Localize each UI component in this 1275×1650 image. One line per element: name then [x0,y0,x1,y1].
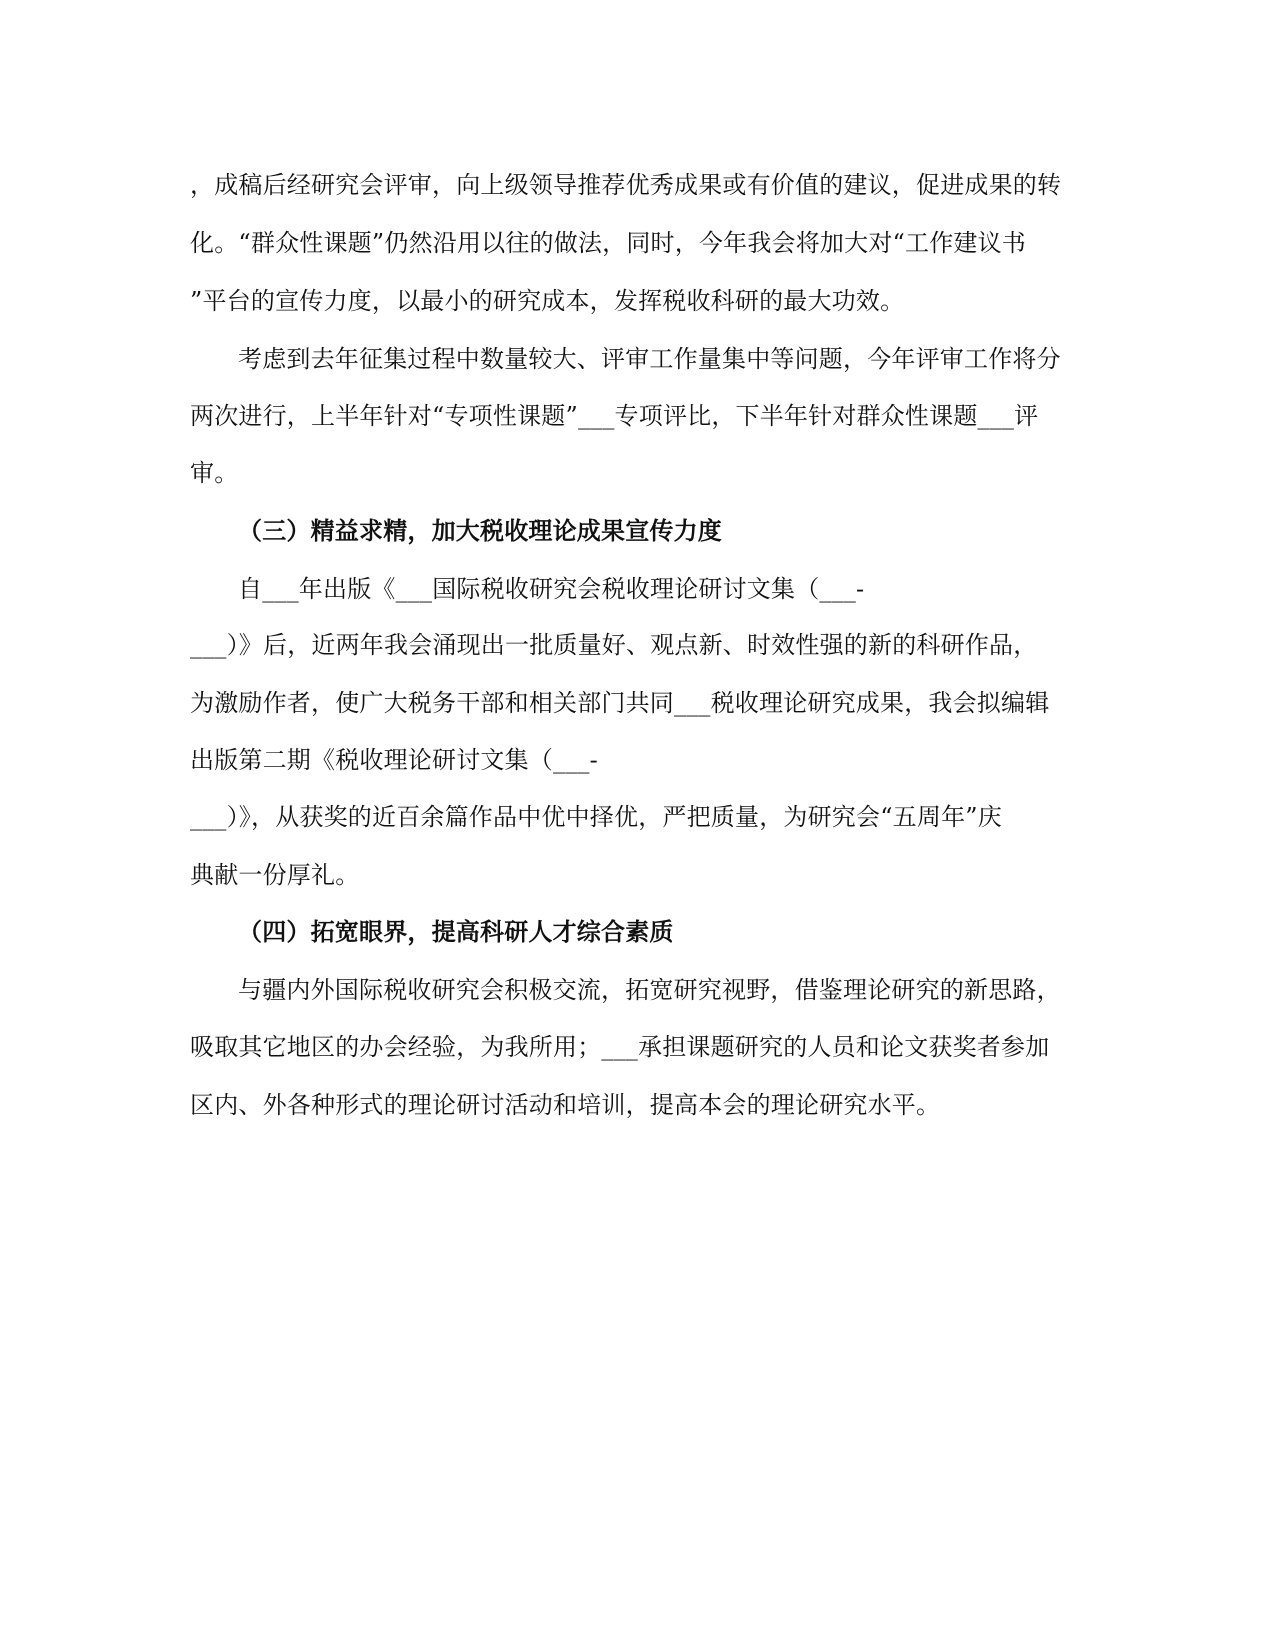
paragraph-line: 审。 [190,459,239,487]
paragraph-line: 区内、外各种形式的理论研讨活动和培训，提高本会的理论研究水平。 [190,1091,941,1119]
paragraph-line: 为激励作者，使广大税务干部和相关部门共同___税收理论研究成果，我会拟编辑 [190,689,1050,717]
paragraph-line: 考虑到去年征集过程中数量较大、评审工作量集中等问题，今年评审工作将分 [238,345,1061,373]
section-heading-4: （四）拓宽眼界，提高科研人才综合素质 [238,917,674,946]
paragraph-line: 两次进行，上半年针对“专项性课题”___专项评比，下半年针对群众性课题___评 [190,402,1039,430]
paragraph-line: ”平台的宣传力度，以最小的研究成本，发挥税收科研的最大功效。 [190,287,905,315]
section-heading-3: （三）精益求精，加大税收理论成果宣传力度 [238,516,722,545]
paragraph-line: ___）》，从获奖的近百余篇作品中优中择优，严把质量，为研究会“五周年”庆 [190,803,1002,831]
paragraph-line: 典献一份厚礼。 [190,861,360,889]
paragraph-line: 自___年出版《___国际税收研究会税收理论研讨文集（___- [238,575,865,603]
paragraph-line: 吸取其它地区的办会经验，为我所用；___承担课题研究的人员和论文获奖者参加 [190,1033,1050,1061]
paragraph-line: 化。“群众性课题”仍然沿用以往的做法，同时，今年我会将加大对“工作建议书 [190,229,1027,257]
paragraph-line: 与疆内外国际税收研究会积极交流，拓宽研究视野，借鉴理论研究的新思路， [238,976,1061,1004]
paragraph-line: ___）》后，近两年我会涌现出一批质量好、观点新、时效性强的新的科研作品， [190,631,1038,659]
paragraph-line: ，成稿后经研究会评审，向上级领导推荐优秀成果或有价值的建议，促进成果的转 [190,171,1062,199]
paragraph-line: 出版第二期《税收理论研讨文集（___- [190,746,598,774]
